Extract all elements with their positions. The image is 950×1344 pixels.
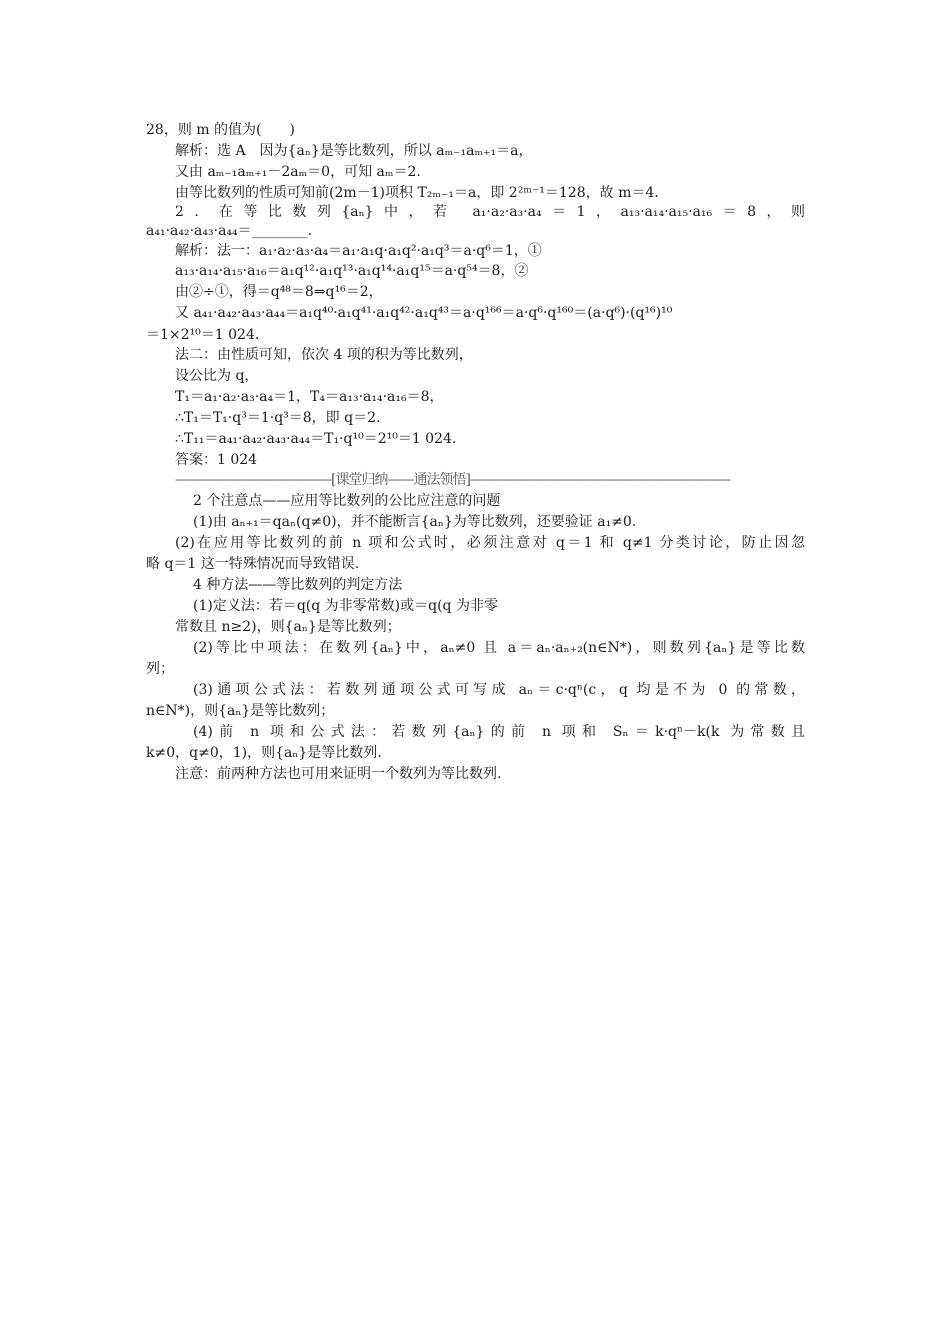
text-line: 注意：前两种方法也可用来证明一个数列为等比数列. [175,766,502,782]
text-line: T₁＝a₁·a₂·a₃·a₄＝1，T₄＝a₁₃·a₁₄·a₁₆＝8， [175,389,444,405]
text-line: 由等比数列的性质可知前(2m－1)项积 T₂ₘ₋₁＝a，即 2²ᵐ⁻¹＝128，故 m＝4. [175,185,659,201]
text-line: 又由 aₘ₋₁aₘ₊₁－2aₘ＝0，可知 aₘ＝2. [175,164,421,180]
text-line: (1)定义法：若＝q(q 为非零常数)或＝q(q 为非零 [193,598,498,614]
text-line: n∈N*)，则{aₙ}是等比数列； [146,703,335,719]
text-line: 解析：法一：a₁·a₂·a₃·a₄＝a₁·a₁q·a₁q²·a₁q³＝a·q⁶＝1，① [175,243,542,259]
text-line: 解析：选 A 因为{aₙ}是等比数列，所以 aₘ₋₁aₘ₊₁＝a， [175,143,533,159]
text-line: a₄₁·a₄₂·a₄₃·a₄₄＝________. [146,223,313,239]
text-line: ＝1×2¹⁰＝1 024. [146,327,260,343]
text-line: ∴T₁₁＝a₄₁·a₄₂·a₄₃·a₄₄＝T₁·q¹⁰＝2¹⁰＝1 024. [175,431,457,447]
text-line: 4 种方法——等比数列的判定方法 [193,577,403,593]
text-line: 设公比为 q， [175,368,259,384]
text-line: (1)由 aₙ₊₁＝qaₙ(q≠0)，并不能断言{aₙ}为等比数列，还要验证 a₁≠0. [193,514,637,530]
text-line: 28，则 m 的值为( ) [146,122,295,138]
text-line: (3)通项公式法：若数列通项公式可写成 aₙ＝c·qⁿ(c，q 均是不为 0 的常数， [193,682,805,698]
text-line: a₁₃·a₁₄·a₁₅·a₁₆＝a₁q¹²·a₁q¹³·a₁q¹⁴·a₁q¹⁵＝a·q⁵⁴＝8，② [175,263,529,279]
text-line: ∴T₁＝T₁·q³＝1·q³＝8，即 q＝2. [175,410,381,426]
text-line: 法二：由性质可知，依次 4 项的积为等比数列， [175,347,473,363]
text-line: 2 个注意点——应用等比数列的公比应注意的问题 [193,493,501,509]
text-line: 由②÷①，得＝q⁴⁸＝8⇒q¹⁶＝2， [175,284,383,300]
text-line: 答案：1 024 [175,452,258,468]
section-divider: ————————————[课堂归纳——通法领悟]———————————————————— [175,472,730,488]
text-line: (4)前 n 项和公式法：若数列{aₙ}的前 n 项和 Sₙ＝k·qⁿ－k(k 为常数且 [193,724,805,740]
text-line: (2)等比中项法：在数列{aₙ}中，aₙ≠0 且 a＝aₙ·aₙ₊₂(n∈N*)，则数列{aₙ}是等比数 [193,640,805,656]
text-line: 又 a₄₁·a₄₂·a₄₃·a₄₄＝a₁q⁴⁰·a₁q⁴¹·a₁q⁴²·a₁q⁴³＝a·q¹⁶⁶＝a·q⁶·q¹⁶⁰＝(a·q⁶)·(q¹⁶)¹⁰ [175,305,673,321]
text-line: 2．在等比数列{aₙ}中，若 a₁·a₂·a₃·a₄＝1，a₁₃·a₁₄·a₁₅·a₁₆＝8，则 [175,204,805,220]
text-line: 略 q＝1 这一特殊情况而导致错误. [146,556,360,572]
text-line: 常数且 n≥2)，则{aₙ}是等比数列； [175,619,401,635]
text-line: k≠0，q≠0，1)，则{aₙ}是等比数列. [146,745,382,761]
text-line: 列； [146,661,174,677]
text-line: (2)在应用等比数列的前 n 项和公式时，必须注意对 q＝1 和 q≠1 分类讨论，防止因忽 [175,535,805,551]
